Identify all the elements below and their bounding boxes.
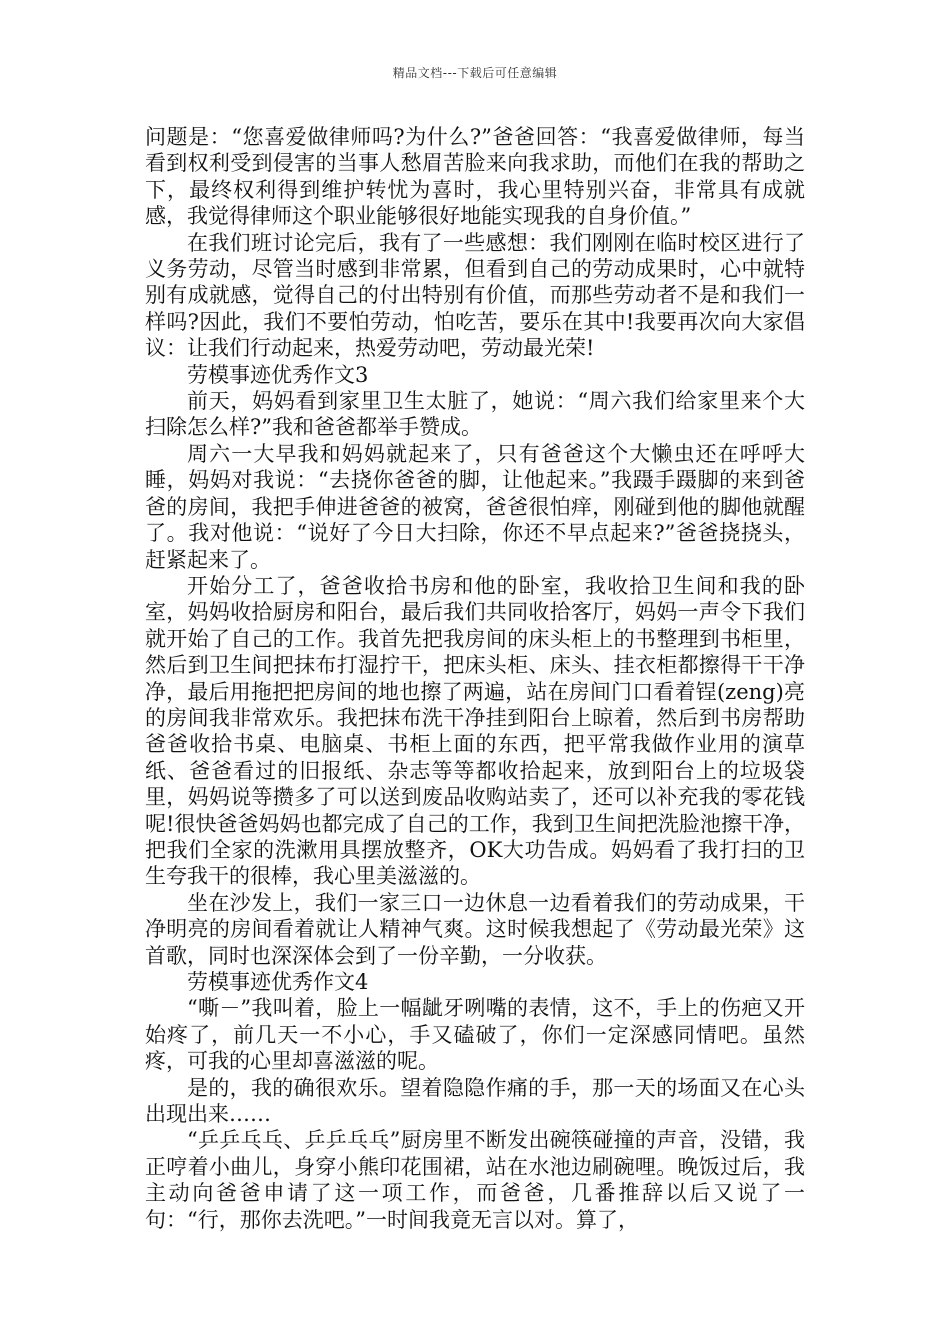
document-body: [145, 124, 805, 1233]
page-header: 精品文档---下载后可任意编辑: [392, 66, 558, 80]
paragraph: 周六一大早我和妈妈就起来了，只有爸爸这个大懒虫还在呼呼大睡，妈妈对我说：“去挠你爸爸的脚，让他起来。”我蹑手蹑脚的来到爸爸的房间，我把手伸进爸爸的被窝，爸爸很怕痒，刚碰到他的脚他就醒了。我对他说：“说好了今日大扫除，你还不早点起来?”爸爸挠挠头，赶紧起来了。: [145, 441, 805, 572]
paragraph: 在我们班讨论完后，我有了一些感想：我们刚刚在临时校区进行了义务劳动，尽管当时感到非常累，但看到自己的劳动成果时，心中就特别有成就感，觉得自己的付出特别有价值，而那些劳动者不是和我们一样吗?因此，我们不要怕劳动，怕吃苦，要乐在其中!我要再次向大家倡议：让我们行动起来，热爱劳动吧，劳动最光荣!: [145, 230, 805, 361]
paragraph: 前天，妈妈看到家里卫生太脏了，她说：“周六我们给家里来个大扫除怎么样?”我和爸爸都举手赞成。: [145, 389, 805, 440]
paragraph: 问题是：“您喜爱做律师吗?为什么?”爸爸回答：“我喜爱做律师，每当看到权利受到侵害的当事人愁眉苦脸来向我求助，而他们在我的帮助之下，最终权利得到维护转忧为喜时，我心里特别兴奋，非常具有成就感，我觉得律师这个职业能够很好地能实现我的自身价值。”: [145, 125, 805, 229]
paragraph: “乒乒乓乓、乒乒乓乓”厨房里不断发出碗筷碰撞的声音，没错，我正哼着小曲儿，身穿小熊印花围裙，站在水池边刷碗哩。晚饭过后，我主动向爸爸申请了这一项工作，而爸爸，几番推辞以后又说了一句：“行，那你去洗吧。”一时间我竟无言以对。算了，: [145, 1128, 805, 1232]
paragraph: “嘶－”我叫着，脸上一幅龇牙咧嘴的表情，这不，手上的伤疤又开始疼了，前几天一不小心，手又磕破了，你们一定深感同情吧。虽然疼，可我的心里却喜滋滋的呢。: [145, 996, 805, 1074]
paragraph: 开始分工了，爸爸收拾书房和他的卧室，我收拾卫生间和我的卧室，妈妈收拾厨房和阳台，最后我们共同收拾客厅，妈妈一声令下我们就开始了自己的工作。我首先把我房间的床头柜上的书整理到书柜里，然后到卫生间把抹布打湿拧干，把床头柜、床头、挂衣柜都擦得干干净净，最后用拖把把房间的地也擦了两遍，站在房间门口看着锃(zeng)亮的房间我非常欢乐。我把抹布洗干净挂到阳台上晾着，然后到书房帮助爸爸收拾书桌、电脑桌、书柜上面的东西，把平常我做作业用的演草纸、爸爸看过的旧报纸、杂志等等都收拾起来，放到阳台上的垃圾袋里，妈妈说等攒多了可以送到废品收购站卖了，还可以补充我的零花钱呢!很快爸爸妈妈也都完成了自己的工作，我到卫生间把洗脸池擦干净，把我们全家的洗漱用具摆放整齐，OK大功告成。妈妈看了我打扫的卫生夸我干的很棒，我心里美滋滋的。: [145, 573, 805, 889]
paragraph: 是的，我的确很欢乐。望着隐隐作痛的手，那一天的场面又在心头出现出来……: [145, 1075, 805, 1127]
section-heading: 劳模事迹优秀作文3: [187, 362, 369, 387]
paragraph: 坐在沙发上，我们一家三口一边休息一边看着我们的劳动成果，干净明亮的房间看着就让人精神气爽。这时候我想起了《劳动最光荣》这首歌，同时也深深体会到了一份辛勤，一分收获。: [145, 890, 805, 968]
section-heading: 劳模事迹优秀作文4: [187, 970, 369, 994]
